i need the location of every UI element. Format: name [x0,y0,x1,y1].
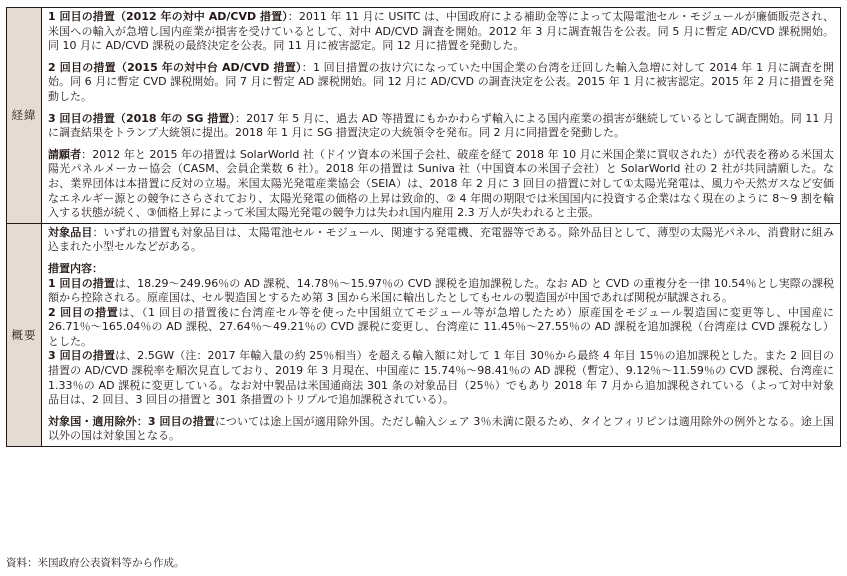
target-countries-heading: 対象国・適用除外 [48,414,137,428]
target-items-text: ：いずれの措置も対象品目は、太陽電池セル・モジュール、関連する発電機、充電器等である。除外品目として、薄型の太陽光パネル、消費財に組み込まれた小型セルなどがある。 [48,225,835,254]
background-content [42,8,841,224]
petitioners-text: ：2012 年と 2015 年の措置は SolarWorld 社（ドイツ資本の米国子会社、破産を経て 2018 年 10 月に米国企業に買収された）が代表を務める米国太陽光パネルメーカー協会（CASM、会員企業数 6 社）。2018 年の措置は Suniva 社（中国資本の米国子会社）と SolarWorld 社の 2 社が共同請願した。なお、業界団体は本措置に反対の立場。米国太陽光発電産業協会（SEIA）は、2018 年 2 月に 3 回目の措置に対して①太陽光発電は、風力や天然ガスなど安価なエネルギー源との競争にさらされており、太陽光発電の価格の上昇は致命的、② 4 年間の期限では米国国内に投資する企業はなく現在のように 8～9 割を輸入する状態が続く、③価格上昇によって米国太陽光発電の競争力は失われ国内雇用 2.3 万人が失われると主張。 [48,147,834,220]
second-measure-text: ：1 回目措置の抜け穴になっていた中国企業の台湾を迂回した輸入急増に対して 2014 年 1 月に調査を開始。同 6 月に暫定 CVD 課税開始。同 7 月に暫定 AD 課税開始。同 12 月に AD/CVD の調査決定を公表。2015 年 1 月に被害認定。2015 年 2 月に措置を発動した。 [48,60,834,103]
measure-contents-paragraph [48,262,834,277]
source-note: 資料：米国政府公表資料等から作成。 [6,557,185,569]
petitioners-paragraph [48,148,834,221]
third-measure-paragraph [48,112,834,141]
overview-second-measure-heading: 2 回目の措置 [48,305,119,319]
second-measure-paragraph [48,61,834,105]
target-countries-text: については途上国が適用除外国。ただし輸入シェア 3％未満に限るため、タイとフィリピンは適用除外の例外となる。途上国以外の国は対象国となる。 [48,414,835,443]
table-row-background [7,8,841,224]
overview-third-measure-paragraph [48,349,834,407]
target-items-heading: 対象品目 [48,225,93,239]
overview-second-measure-text: は、（1 回目の措置後に台湾産セル等を使った中国組立てモジュール等が急増したため）原産国をモジュール製造国に変更等し、中国産に 26.71％～165.04％の AD 課税、27.64％～49.21％の CVD 課税に変更し、台湾産に 11.45％～27.55％の AD 課税を追加課税（台湾産は CVD 課税なし）とした。 [48,305,834,348]
table-row-overview [7,223,841,446]
overview-first-measure-paragraph [48,277,834,306]
target-items-paragraph [48,226,834,255]
overview-first-measure-heading: 1 回目の措置 [48,276,115,290]
second-measure-heading: 2 回目の措置（2015 年の対中台 AD/CVD 措置） [48,60,302,74]
measure-contents-heading: 措置内容： [48,261,103,275]
overview-third-measure-heading: 3 回目の措置 [48,349,116,363]
third-measure-heading: 3 回目の措置（2018 年の SG 措置） [48,111,236,125]
overview-first-measure-text: は、18.29～249.96％の AD 課税、14.78％～15.97％の CVD 課税を追加課税した。なお AD と CVD の重複分を一律 10.54％とし実際の課税額から控除される。原産国は、セル製造国とするため第 3 国から米国に輸出したとしてもセルの製造国が中国であれば関税が賦課される。 [48,276,834,305]
measures-table [6,7,841,447]
third-measure-text: ：2017 年 5 月に、過去 AD 等措置にもかかわらず輸入による国内産業の損害が継続しているとして調査開始。同 11 月に調査結果をトランプ大統領に提出。2018 年 1 月に SG 措置決定の大統領令を発布。同 2 月に同措置を発動した。 [48,111,834,140]
target-countries-paragraph [48,415,834,444]
first-measure-text: ：2011 年 11 月に USITC は、中国政府による補助金等によって太陽電池セル・モジュールが廉価販売され、米国への輸入が急増し国内産業が損害を受けているとして、対中 AD/CVD 調査を開始。2012 年 3 月に調査報告を公表。同 5 月に暫定 AD/CVD 課税開始。同 10 月に AD/CVD 課税の最終決定を公表。同 11 月に被害認定。同 12 月に措置を発動した。 [48,10,834,53]
overview-content [42,223,841,446]
petitioners-heading: 請願者 [48,147,82,161]
row-label-background: 経緯 [7,8,42,224]
target-countries-subheading: 3 回目の措置 [147,414,215,428]
first-measure-heading: 1 回目の措置（2012 年の対中 AD/CVD 措置） [48,10,288,23]
target-countries-colon: ： [136,414,148,428]
first-measure-paragraph [48,10,834,54]
overview-second-measure-paragraph [48,306,834,350]
row-label-overview: 概要 [7,223,42,446]
overview-third-measure-text: は、2.5GW（注：2017 年輸入量の約 25％相当）を超える輸入額に対して 1 年目 30％から最終 4 年目 15％の追加課税とした。また 2 回目の措置の AD/CVD 課税率を順次見直しており、2019 年 3 月現在、中国産に 15.74％～98.41％の AD 課税（暫定）、9.12％～11.59％の CVD 課税、台湾産に 1.33％の AD 課税に変更している。なお対中製品は米国通商法 301 条の対象品目（25％）でもあり 2018 年 7 月から追加課税されている（よって対中対象品目は、2 回目、3 回目の措置と 301 条措置のトリプルで追加課税されている）。 [48,349,835,407]
